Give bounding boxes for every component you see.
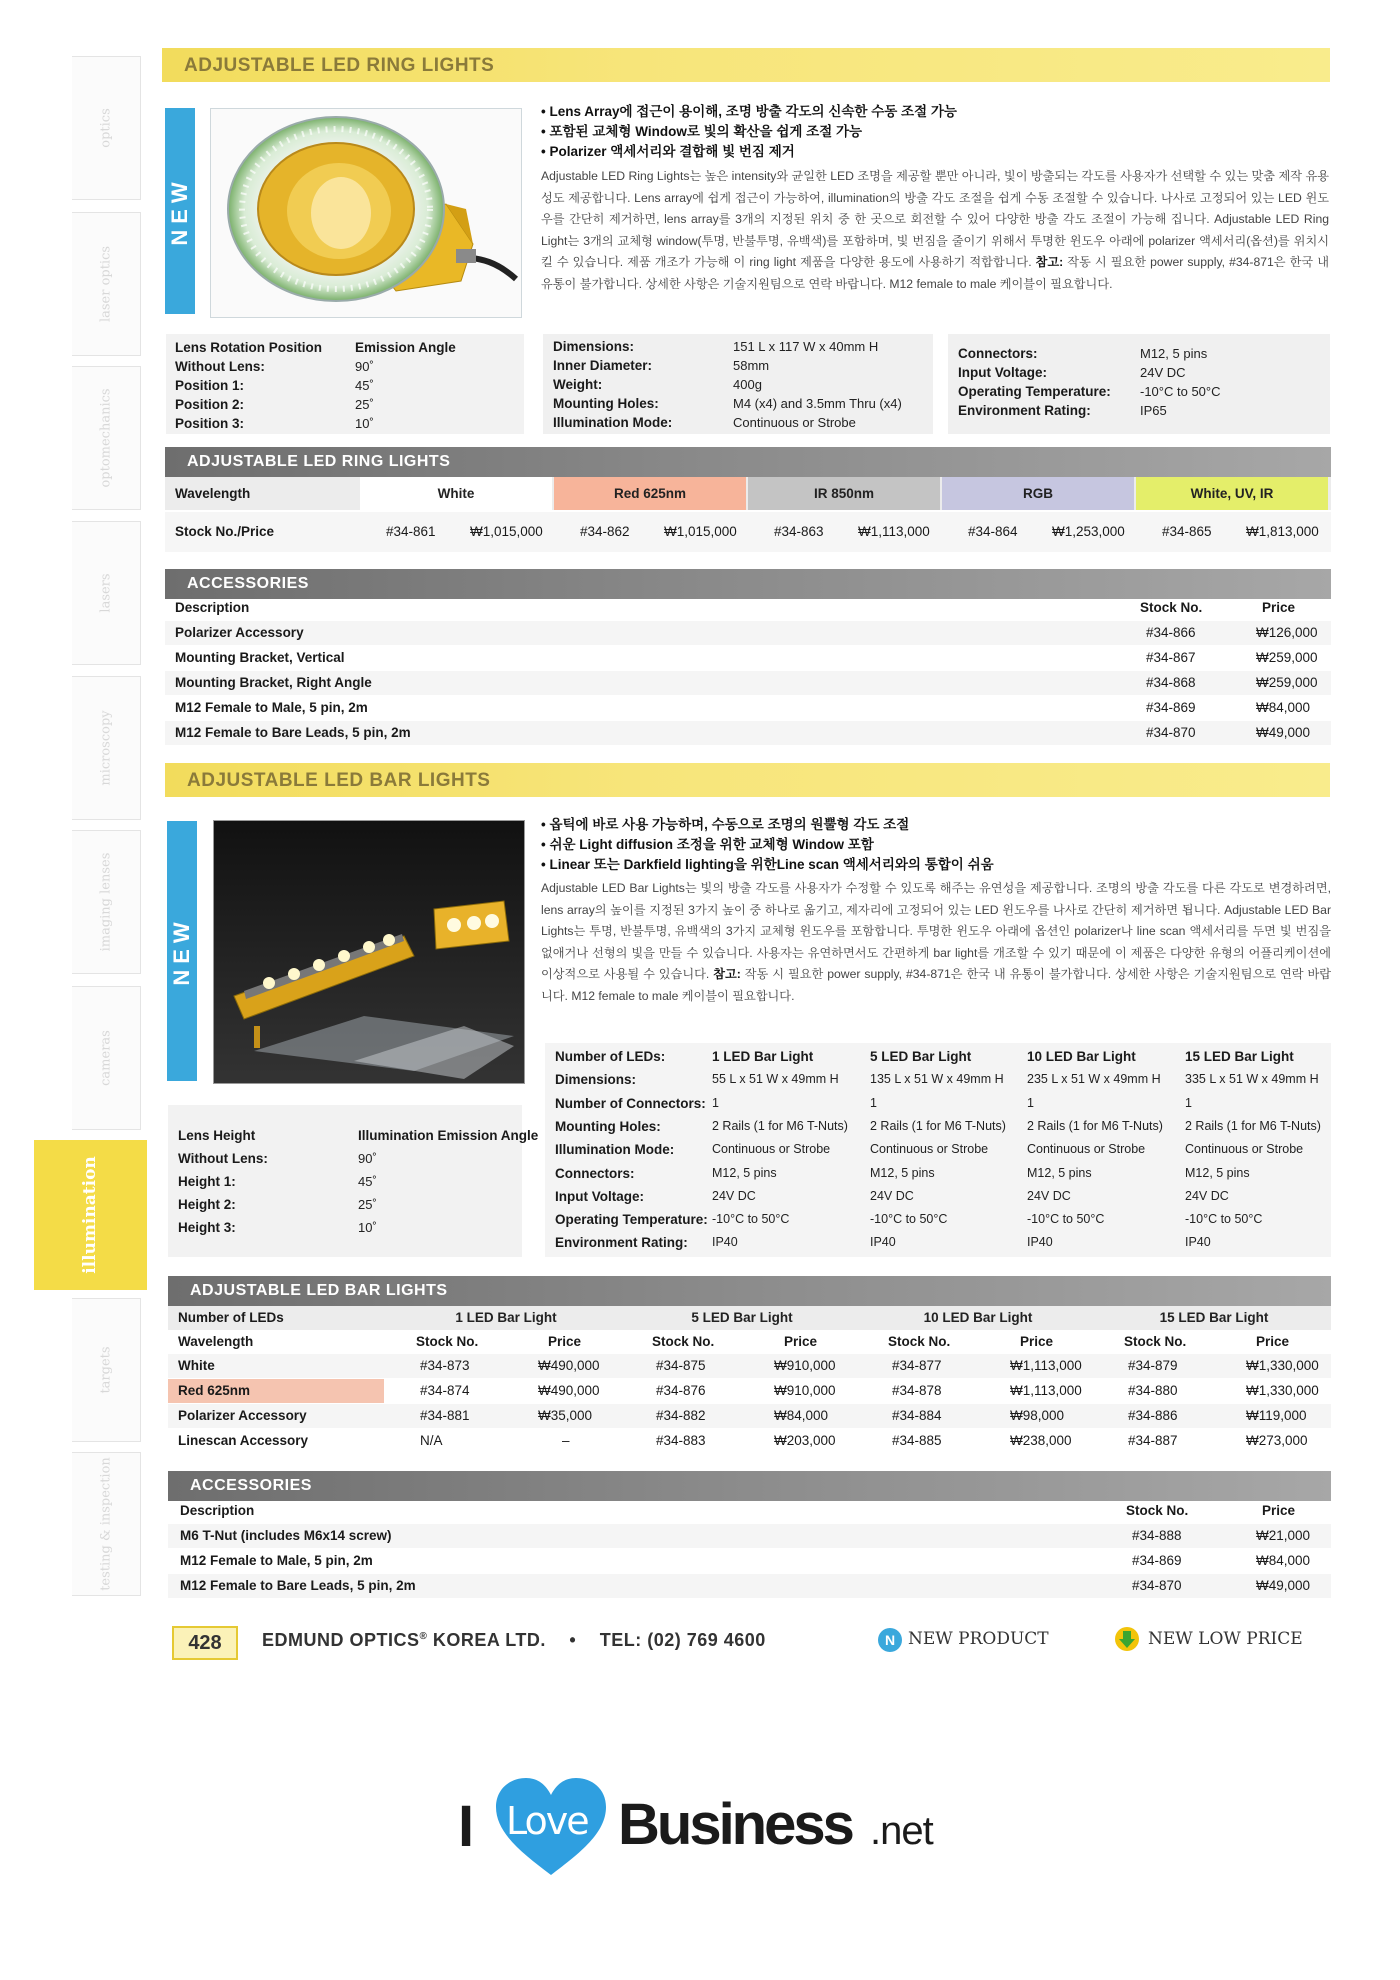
bar-price-stock: #34-877 (892, 1358, 942, 1373)
ring-description (541, 166, 1329, 296)
bar-spec-label: Input Voltage: (555, 1188, 644, 1204)
bar-spec-label: Environment Rating: (555, 1235, 688, 1251)
bar-spec-value: 1 (870, 1095, 877, 1110)
ring-angle-row-label: Position 3: (175, 416, 245, 431)
ring-stock-0: #34-861 (386, 524, 436, 539)
bar-spec-col-head-1: 5 LED Bar Light (870, 1049, 972, 1064)
ring-acc-row-stock: #34-867 (1146, 650, 1196, 665)
bar-acc-head-price: Price (1262, 1503, 1296, 1518)
side-tab-label: optics (98, 108, 114, 148)
ring-description-text: Adjustable LED Ring Lights는 높은 intensity와 균일한 LED 조명을 제공할 뿐만 아니라, 빛이 방출되는 각도를 사용자가 선택할 수 있는 맞춤 제작 유용성도 제공합니다. Lens array에 쉽게 접근이 가능하여, illumination의 방출 각도 조절을 쉽게 수동 조절할 수 있습니다. 나사로 고정되어 있는 LED 윈도우를 간단히 제거하면, lens array를 3개의 지정된 위치 중 한 곳으로 회전할 수 있어 다양한 방출 각도 조절이 가능해 집니다. Adjustable LED Ring Light는 3개의 교체형 window(투명, 반불투명, 유백색)를 포함하며, 빛 번짐을 줄이기 위해서 투명한 윈도우 아래에 polarizer 액세서리(옵션)를 위치시킬 수 있습니다. 제품 개조가 가능해 이 ring light 제품을 다양한 용도에 사용하기 적합합니다. (541, 169, 1329, 270)
bar-spec-value: 2 Rails (1 for M6 T-Nuts) (1027, 1118, 1163, 1133)
ring-note-text: 작동 시 필요한 power supply, #34-871은 한국 내 유통이 불가합니다. 상세한 사항은 기술지원팀으로 연락 바랍니다. M12 female to male 케이블이 필요합니다. (541, 255, 1329, 291)
ring-stock-1: #34-862 (580, 524, 630, 539)
ring-acc-row-price: ₩49,000 (1256, 725, 1311, 740)
ring-price-data-row (165, 512, 1331, 552)
bar-acc-row-price: ₩21,000 (1256, 1528, 1311, 1543)
bar-spec-value: 2 Rails (1 for M6 T-Nuts) (712, 1118, 848, 1133)
bar-spec-value: 1 (1027, 1095, 1034, 1110)
bar-price-row-label: White (178, 1358, 215, 1373)
bar-price-value: ₩910,000 (774, 1383, 836, 1398)
side-tab-label: microscopy (98, 710, 114, 786)
ring-angle-row-value: 10˚ (355, 416, 374, 431)
ring-angle-row-label: Without Lens: (175, 359, 265, 374)
bar-spec-label: Connectors: (555, 1165, 635, 1181)
bar-spec-value: 335 L x 51 W x 49mm H (1185, 1072, 1319, 1087)
ring-wavelength-2: IR 850nm (748, 477, 940, 510)
bar-acc-row-desc: M12 Female to Bare Leads, 5 pin, 2m (180, 1578, 416, 1593)
bar-spec-col-head-2: 10 LED Bar Light (1027, 1049, 1136, 1064)
side-tab-4[interactable] (72, 676, 141, 820)
bar-spec-value: IP40 (1185, 1235, 1211, 1250)
bar-price-value: ₩273,000 (1246, 1433, 1308, 1448)
bar-spec-col-head-3: 15 LED Bar Light (1185, 1049, 1294, 1064)
bar-price-stock: #34-880 (1128, 1383, 1178, 1398)
footer-company (262, 1630, 766, 1651)
bar-price-stock: #34-886 (1128, 1408, 1178, 1423)
bar-price-value: ₩490,000 (538, 1358, 600, 1373)
bar-acc-row-desc: M12 Female to Male, 5 pin, 2m (180, 1553, 373, 1568)
bar-height-row-label: Height 2: (178, 1197, 236, 1212)
ring-spec-label: Weight: (553, 377, 603, 392)
bar-spec-value: 135 L x 51 W x 49mm H (870, 1072, 1004, 1087)
bar-spec-value: -10°C to 50°C (712, 1212, 790, 1227)
ring-price-bar-title: ADJUSTABLE LED RING LIGHTS (187, 453, 451, 470)
ring-spec-label: Inner Diameter: (553, 358, 653, 373)
bar-acc-row-stock: #34-870 (1132, 1578, 1182, 1593)
ring-spec-value: Continuous or Strobe (733, 415, 856, 430)
ring-acc-head-desc: Description (175, 600, 250, 615)
ring-acc-row-desc: Polarizer Accessory (175, 625, 304, 640)
ring-angle-head-emission: Emission Angle (355, 340, 456, 355)
ring-section-banner (162, 48, 1330, 82)
ring-angle-row-value: 25˚ (355, 397, 374, 412)
ring-light-image (210, 108, 522, 318)
bar-spec-value: Continuous or Strobe (1185, 1142, 1304, 1157)
ring-wavelength-label: Wavelength (175, 486, 251, 501)
ring-acc-row-desc: M12 Female to Male, 5 pin, 2m (175, 700, 368, 715)
bar-acc-row-desc: M6 T-Nut (includes M6x14 screw) (180, 1528, 392, 1543)
bar-spec-label: Number of Connectors: (555, 1095, 706, 1111)
bar-description (541, 878, 1331, 1008)
bar-spec-value: 2 Rails (1 for M6 T-Nuts) (870, 1118, 1006, 1133)
ring-spec-value: 400g (733, 377, 762, 392)
bar-bullet-1: • 옵틱에 바로 사용 가능하며, 수동으로 조명의 원뿔형 각도 조절 (541, 817, 910, 832)
bar-stock-head: Stock No. (652, 1334, 715, 1349)
bar-spec-value: 1 (712, 1095, 719, 1110)
bar-accessories-title: ACCESSORIES (190, 1477, 312, 1494)
ring-new-label: NEW (167, 176, 192, 246)
bar-spec-label: Operating Temperature: (555, 1212, 708, 1228)
bar-price-value: ₩98,000 (1010, 1408, 1065, 1423)
bar-price-stock: #34-887 (1128, 1433, 1178, 1448)
ring-price-4: ₩1,813,000 (1246, 524, 1319, 539)
bar-price-stock: #34-881 (420, 1408, 470, 1423)
watermark-net: .net (870, 1809, 933, 1853)
ring-price-bar (165, 447, 1331, 477)
side-tab-label: cameras (98, 1030, 114, 1086)
bar-section-banner (165, 763, 1330, 797)
ring-stock-4: #34-865 (1162, 524, 1212, 539)
bar-spec-label: Number of LEDs: (555, 1049, 666, 1064)
ring-stock-2: #34-863 (774, 524, 824, 539)
ring-new-strip (165, 108, 195, 314)
down-arrow-icon (1114, 1626, 1140, 1652)
footer-separator: • (569, 1630, 577, 1650)
bar-price-row-label: Linescan Accessory (178, 1433, 309, 1448)
ring-spec-value: 58mm (733, 358, 770, 373)
side-tab-label: laser optics (98, 245, 114, 323)
ring-spec2-label: Connectors: (958, 346, 1038, 361)
ring-price-0: ₩1,015,000 (470, 524, 543, 539)
ring-price-3: ₩1,253,000 (1052, 524, 1125, 539)
bar-price-head: Price (1256, 1334, 1290, 1349)
ring-angle-row-label: Position 2: (175, 397, 245, 412)
page-number (172, 1626, 238, 1660)
bar-group-head-2: 10 LED Bar Light (923, 1310, 1033, 1325)
bar-price-value: ₩35,000 (538, 1408, 593, 1423)
ring-spec2-value: 24V DC (1140, 365, 1186, 380)
ring-spec-label: Illumination Mode: (553, 415, 673, 430)
bar-bullet-2: • 쉬운 Light diffusion 조정을 위한 교체형 Window 포함 (541, 837, 874, 852)
bar-group-head-0: 1 LED Bar Light (455, 1310, 557, 1325)
ring-wavelength-0: White (360, 477, 552, 510)
ring-spec-value: M4 (x4) and 3.5mm Thru (x4) (733, 396, 902, 411)
ring-acc-row-price: ₩259,000 (1256, 650, 1318, 665)
bar-price-value: ₩84,000 (774, 1408, 829, 1423)
bar-acc-head-desc: Description (180, 1503, 255, 1518)
ring-angle-row-value: 90˚ (355, 359, 374, 374)
bar-note-label: 참고: (713, 967, 741, 982)
bar-price-value: ₩1,113,000 (1010, 1358, 1082, 1373)
bar-price-stock: #34-885 (892, 1433, 942, 1448)
bar-spec-value: 24V DC (870, 1188, 914, 1203)
bar-price-value: ₩1,330,000 (1246, 1383, 1319, 1398)
ring-acc-row-desc: M12 Female to Bare Leads, 5 pin, 2m (175, 725, 411, 740)
side-tab-3[interactable] (72, 521, 141, 665)
new-product-label: NEW PRODUCT (908, 1629, 1049, 1649)
side-tab-label: targets (98, 1346, 114, 1394)
ring-acc-head-stock: Stock No. (1140, 600, 1203, 615)
watermark-business: Business (618, 1792, 852, 1857)
bar-price-bar (168, 1276, 1331, 1306)
ring-spec2-label: Operating Temperature: (958, 384, 1111, 399)
bar-number-label: Number of LEDs (178, 1310, 284, 1325)
bar-spec-value: -10°C to 50°C (1185, 1212, 1263, 1227)
ring-note-label: 참고: (1035, 255, 1064, 270)
bar-group-head-3: 15 LED Bar Light (1159, 1310, 1269, 1325)
bar-price-value: ₩203,000 (774, 1433, 836, 1448)
bar-height-row-value: 45˚ (358, 1174, 377, 1189)
bar-price-stock: #34-883 (656, 1433, 706, 1448)
bar-price-stock: #34-873 (420, 1358, 470, 1373)
side-tab-6[interactable] (72, 986, 141, 1130)
bar-spec-value: Continuous or Strobe (712, 1142, 831, 1157)
bar-spec-value: 1 (1185, 1095, 1192, 1110)
bar-spec-value: IP40 (712, 1235, 738, 1250)
bar-description-text: Adjustable LED Bar Lights는 빛의 방출 각도를 사용자가 수정할 수 있도록 해주는 유연성을 제공합니다. 조명의 방출 각도를 다른 각도로 변경하려면, lens array의 높이를 지정된 3가지 높이 중 하나로 옮기고, 제자리에 고정되어 있는 LED 윈도우를 나사로 간단히 제거하면 됩니다. Adjustable LED Bar Lights는 투명, 반불투명, 유백색의 3가지 교체형 윈도우를 포함합니다. 투명한 윈도우 아래에 옵션인 polarizer나 line scan 액세서리를 두면 빛 번짐을 없애거나 선형의 빛을 만들 수 있습니다. 사용자는 유연하면서도 간편하게 bar light를 개조할 수 있기 때문에 이 제품은 다양한 유형의 어플리케이션에 이상적으로 사용될 수 있습니다. (541, 881, 1331, 982)
bar-price-value: ₩238,000 (1010, 1433, 1072, 1448)
ring-spec-label: Mounting Holes: (553, 396, 659, 411)
bar-spec-value: M12, 5 pins (1027, 1165, 1092, 1180)
ring-wavelength-4: White, UV, IR (1136, 477, 1328, 510)
bar-spec-value: IP40 (1027, 1235, 1053, 1250)
side-tab-label: illumination (80, 1156, 100, 1274)
bar-price-value: ₩910,000 (774, 1358, 836, 1373)
side-tab-label: imaging lenses (98, 852, 114, 952)
ring-spec2-value: IP65 (1140, 403, 1167, 418)
bar-spec-value: -10°C to 50°C (870, 1212, 948, 1227)
bar-height-row-label: Height 1: (178, 1174, 236, 1189)
bar-price-bar-title: ADJUSTABLE LED BAR LIGHTS (190, 1282, 448, 1299)
bar-acc-row-stock: #34-888 (1132, 1528, 1182, 1543)
bar-height-head-angle: Illumination Emission Angle (358, 1128, 539, 1143)
watermark-love: Love (506, 1799, 588, 1843)
ring-acc-row-desc: Mounting Bracket, Vertical (175, 650, 345, 665)
bar-spec-value: M12, 5 pins (870, 1165, 935, 1180)
bar-price-head: Price (548, 1334, 582, 1349)
ring-spec-value: 151 L x 117 W x 40mm H (733, 339, 879, 354)
bar-group-head-1: 5 LED Bar Light (691, 1310, 793, 1325)
bar-spec-value: 2 Rails (1 for M6 T-Nuts) (1185, 1118, 1321, 1133)
page-number-text: 428 (188, 1632, 222, 1654)
bar-price-stock: #34-876 (656, 1383, 706, 1398)
side-tab-8[interactable] (72, 1298, 141, 1442)
ring-spec2-value: M12, 5 pins (1140, 346, 1208, 361)
bar-spec-label: Dimensions: (555, 1072, 637, 1088)
bar-section-title: ADJUSTABLE LED BAR LIGHTS (187, 770, 491, 791)
bar-price-row-label: Red 625nm (178, 1383, 251, 1398)
footer-company-suffix: KOREA LTD. (427, 1630, 546, 1650)
ring-acc-row-stock: #34-868 (1146, 675, 1196, 690)
ring-bullets (541, 102, 1331, 162)
bar-price-stock: #34-882 (656, 1408, 706, 1423)
bar-spec-value: -10°C to 50°C (1027, 1212, 1105, 1227)
watermark-logo (458, 1775, 978, 1875)
bar-height-row-value: 10˚ (358, 1220, 377, 1235)
ring-acc-row-desc: Mounting Bracket, Right Angle (175, 675, 372, 690)
bar-spec-label: Mounting Holes: (555, 1118, 661, 1134)
watermark-i: I (458, 1794, 475, 1859)
bar-new-label: NEW (169, 916, 194, 986)
bar-price-row-label: Polarizer Accessory (178, 1408, 307, 1423)
bar-price-stock: #34-884 (892, 1408, 942, 1423)
bar-spec-value: Continuous or Strobe (1027, 1142, 1146, 1157)
ring-spec2-label: Environment Rating: (958, 403, 1091, 418)
footer-registered-mark: ® (419, 1631, 428, 1642)
ring-bullet-1: • Lens Array에 접근이 용이해, 조명 방출 각도의 신속한 수동 조절 가능 (541, 104, 957, 119)
new-product-badge-letter: N (884, 1632, 896, 1648)
ring-acc-head-price: Price (1262, 600, 1296, 615)
bar-height-row-label: Height 3: (178, 1220, 236, 1235)
ring-accessories-bar (165, 569, 1331, 599)
bar-spec-value: M12, 5 pins (712, 1165, 777, 1180)
bar-accessories-bar (168, 1471, 1331, 1501)
bar-stock-head: Stock No. (888, 1334, 951, 1349)
bar-acc-row-price: ₩49,000 (1256, 1578, 1311, 1593)
bar-price-value: ₩119,000 (1246, 1408, 1307, 1423)
ring-spec2-label: Input Voltage: (958, 365, 1047, 380)
ring-spec2-value: -10°C to 50°C (1140, 384, 1221, 399)
bar-spec-value: 24V DC (712, 1188, 756, 1203)
side-tab-2[interactable] (72, 366, 141, 510)
bar-acc-row-price: ₩84,000 (1256, 1553, 1311, 1568)
bar-price-head: Price (1020, 1334, 1054, 1349)
bar-bullets (541, 815, 1331, 875)
bar-bullet-3: • Linear 또는 Darkfield lighting을 위한Line scan 액세서리와의 통합이 쉬움 (541, 857, 994, 872)
bar-acc-row-stock: #34-869 (1132, 1553, 1182, 1568)
side-tab-label: optomechanics (98, 388, 114, 488)
bar-price-stock: #34-879 (1128, 1358, 1178, 1373)
bar-light-image (213, 820, 525, 1084)
bar-note-text: 작동 시 필요한 power supply, #34-871은 한국 내 유통이 불가합니다. 상세한 사항은 기술지원팀으로 연락 바랍니다. M12 female to male 케이블이 필요합니다. (541, 967, 1331, 1003)
bar-price-stock: N/A (420, 1433, 443, 1448)
bar-height-row-value: 90˚ (358, 1151, 377, 1166)
side-tab-0[interactable] (72, 56, 141, 200)
footer-company-name: EDMUND OPTICS (262, 1630, 420, 1650)
bar-price-stock: #34-874 (420, 1383, 470, 1398)
ring-stock-3: #34-864 (968, 524, 1018, 539)
new-product-badge (878, 1628, 902, 1652)
ring-price-2: ₩1,113,000 (858, 524, 930, 539)
ring-wavelength-3: RGB (942, 477, 1134, 510)
ring-acc-row-stock: #34-866 (1146, 625, 1196, 640)
bar-height-row-label: Without Lens: (178, 1151, 268, 1166)
footer-phone: TEL: (02) 769 4600 (599, 1630, 766, 1650)
bar-price-stock: #34-878 (892, 1383, 942, 1398)
bar-spec-value: 235 L x 51 W x 49mm H (1027, 1072, 1161, 1087)
bar-stock-head: Stock No. (416, 1334, 479, 1349)
ring-acc-row-stock: #34-870 (1146, 725, 1196, 740)
side-tab-1[interactable] (72, 212, 141, 356)
bar-new-strip (167, 821, 197, 1081)
side-tab-5[interactable] (72, 830, 141, 974)
bar-spec-value: IP40 (870, 1235, 896, 1250)
bar-height-row-value: 25˚ (358, 1197, 377, 1212)
ring-acc-row-stock: #34-869 (1146, 700, 1196, 715)
bar-price-value: ₩1,113,000 (1010, 1383, 1082, 1398)
side-tab-label: testing & inspection (98, 1457, 114, 1591)
bar-acc-head-stock: Stock No. (1126, 1503, 1189, 1518)
bar-spec-value: M12, 5 pins (1185, 1165, 1250, 1180)
ring-wavelength-1: Red 625nm (554, 477, 746, 510)
bar-price-value: ₩1,330,000 (1246, 1358, 1319, 1373)
ring-angle-head-position: Lens Rotation Position (175, 340, 322, 355)
ring-acc-row-price: ₩259,000 (1256, 675, 1318, 690)
bar-price-head: Price (784, 1334, 818, 1349)
ring-price-1: ₩1,015,000 (664, 524, 737, 539)
side-tab-label: lasers (98, 573, 114, 613)
ring-bullet-3: • Polarizer 액세서리와 결합해 빛 번짐 제거 (541, 144, 795, 159)
bar-price-value: – (562, 1433, 570, 1448)
bar-price-value: ₩490,000 (538, 1383, 600, 1398)
bar-spec-value: 55 L x 51 W x 49mm H (712, 1072, 839, 1087)
bar-price-stock: #34-875 (656, 1358, 706, 1373)
ring-acc-row-price: ₩126,000 (1256, 625, 1318, 640)
new-low-price-label: NEW LOW PRICE (1148, 1629, 1303, 1649)
bar-spec-value: 24V DC (1185, 1188, 1229, 1203)
ring-stock-label: Stock No./Price (175, 524, 275, 539)
side-tab-7[interactable] (34, 1140, 147, 1290)
bar-spec-value: 24V DC (1027, 1188, 1071, 1203)
ring-spec-label: Dimensions: (553, 339, 635, 354)
heart-icon (492, 1775, 610, 1877)
ring-angle-row-value: 45˚ (355, 378, 374, 393)
bar-wavelength-label: Wavelength (178, 1334, 254, 1349)
bar-spec-value: Continuous or Strobe (870, 1142, 989, 1157)
ring-acc-row-price: ₩84,000 (1256, 700, 1311, 715)
bar-height-head-lens: Lens Height (178, 1128, 256, 1143)
bar-spec-col-head-0: 1 LED Bar Light (712, 1049, 814, 1064)
bar-stock-head: Stock No. (1124, 1334, 1187, 1349)
ring-section-title: ADJUSTABLE LED RING LIGHTS (184, 55, 495, 76)
ring-angle-row-label: Position 1: (175, 378, 245, 393)
bar-spec-label: Illumination Mode: (555, 1142, 675, 1158)
ring-accessories-title: ACCESSORIES (187, 575, 309, 592)
side-tab-9[interactable] (72, 1452, 141, 1596)
ring-bullet-2: • 포함된 교체형 Window로 빛의 확산을 쉽게 조절 가능 (541, 124, 863, 139)
